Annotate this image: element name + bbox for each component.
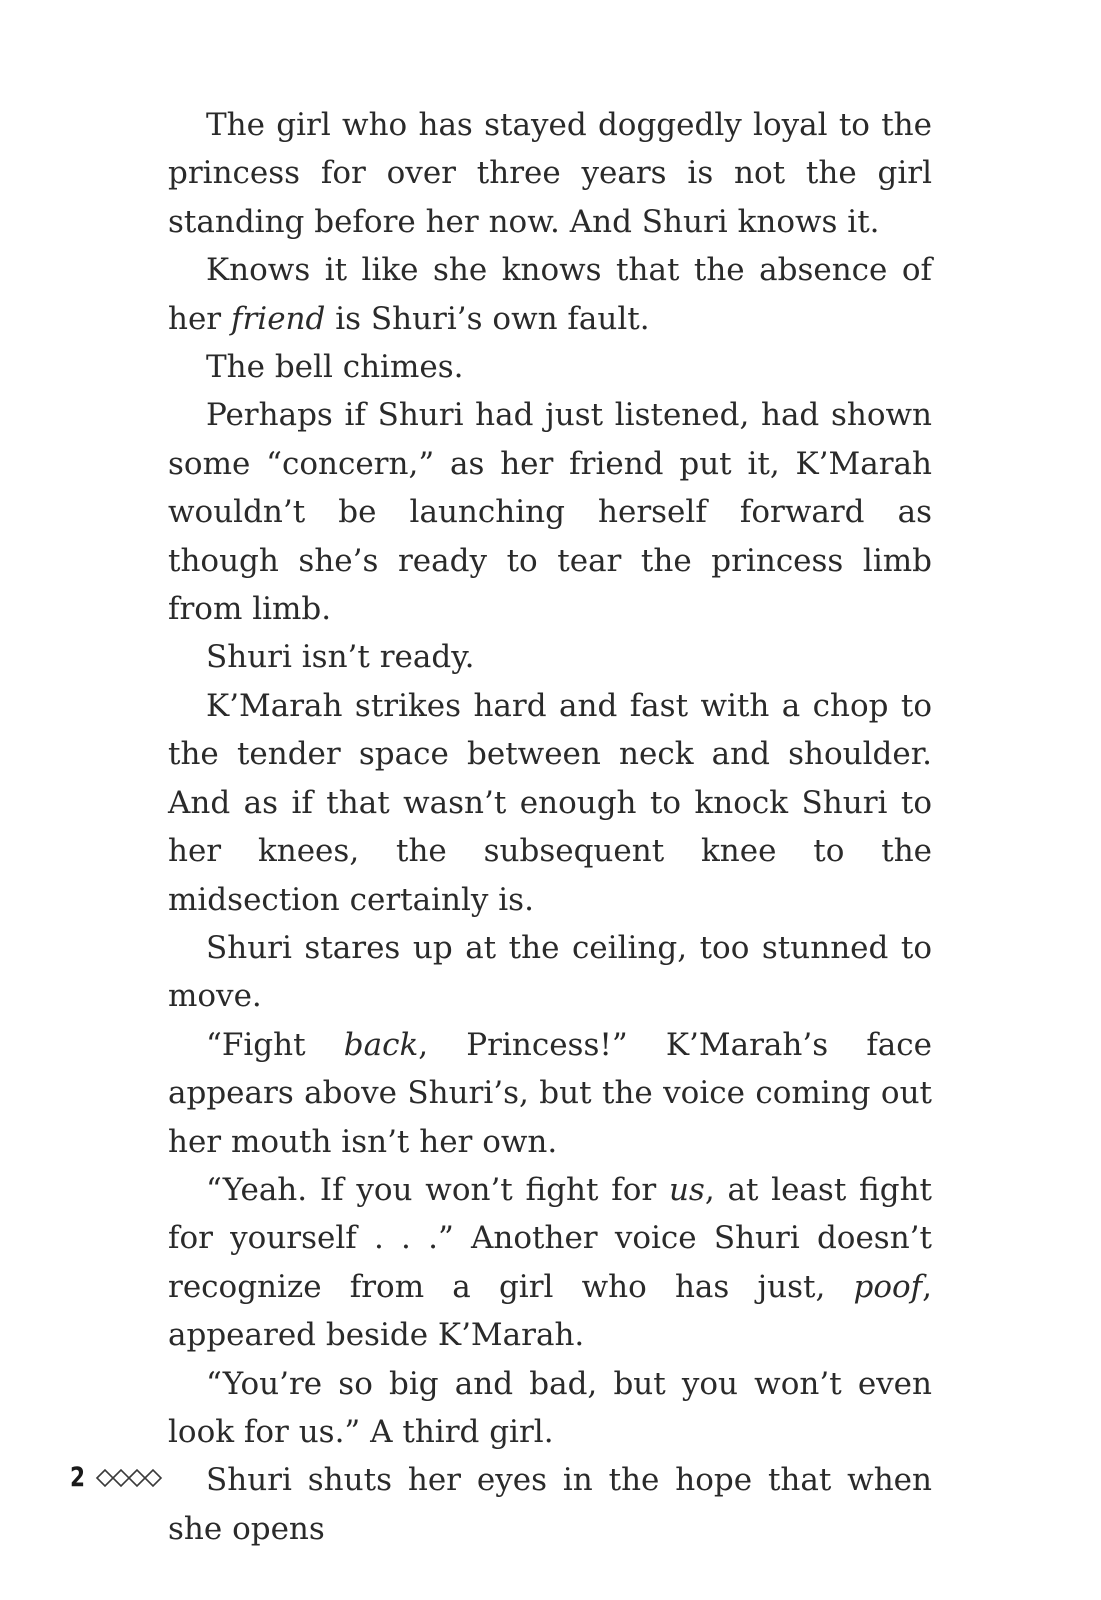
paragraph bbox=[168, 1456, 932, 1553]
paragraph bbox=[168, 391, 932, 633]
text-run: “You’re so big and bad, but you won’t even look for us.” A third girl. bbox=[168, 1365, 932, 1450]
text-run: , appeared beside K’Marah. bbox=[168, 1268, 932, 1354]
text-run: Shuri isn’t ready. bbox=[206, 639, 475, 676]
paragraph bbox=[168, 924, 932, 1021]
paragraph bbox=[168, 343, 932, 391]
text-run: Knows it like she knows that the absence of her bbox=[168, 252, 932, 337]
paragraph bbox=[168, 633, 932, 681]
text-run: K’Marah strikes hard and fast with a chop to the tender space between neck and shoulder. And as if that wasn’t enough to knock Shuri to her knees, the subsequent knee to the midsection certainly is. bbox=[168, 687, 932, 918]
italic-text: poof bbox=[853, 1268, 923, 1305]
paragraph bbox=[168, 1166, 932, 1360]
page-footer bbox=[70, 1464, 163, 1491]
text-run: , Princess!” K’Marah’s face appears above Shuri’s, but the voice coming out her mouth isn’t her own. bbox=[168, 1026, 932, 1160]
italic-text: friend bbox=[230, 300, 326, 337]
text-run: is Shuri’s own fault. bbox=[325, 300, 650, 337]
paragraph bbox=[168, 101, 932, 246]
page-number: 2 bbox=[70, 1462, 86, 1493]
paragraph bbox=[168, 1021, 932, 1166]
text-run: “Fight bbox=[206, 1026, 344, 1063]
paragraph bbox=[168, 246, 932, 343]
text-run: Perhaps if Shuri had just listened, had shown some “concern,” as her friend put it, K’Marah wouldn’t be launching herself forward as though she’s ready to tear the princess limb from limb. bbox=[168, 397, 932, 628]
text-run: Shuri stares up at the ceiling, too stunned to move. bbox=[168, 929, 932, 1015]
paragraph bbox=[168, 1360, 932, 1457]
diamond-chain-icon bbox=[95, 1467, 163, 1489]
text-run: Shuri shuts her eyes in the hope that when she opens bbox=[168, 1462, 932, 1547]
text-run: “Yeah. If you won’t fight for bbox=[206, 1171, 669, 1208]
text-run: , at least fight for yourself . . .” Another voice Shuri doesn’t recognize from a girl who has just, bbox=[168, 1171, 932, 1305]
text-run: The bell chimes. bbox=[206, 349, 464, 386]
body-text bbox=[168, 101, 932, 1553]
italic-text: back bbox=[343, 1026, 419, 1063]
paragraph bbox=[168, 682, 932, 924]
italic-text: us bbox=[668, 1171, 705, 1208]
text-run: The girl who has stayed doggedly loyal to the princess for over three years is not the girl standing before her now. And Shuri knows it. bbox=[168, 107, 932, 240]
